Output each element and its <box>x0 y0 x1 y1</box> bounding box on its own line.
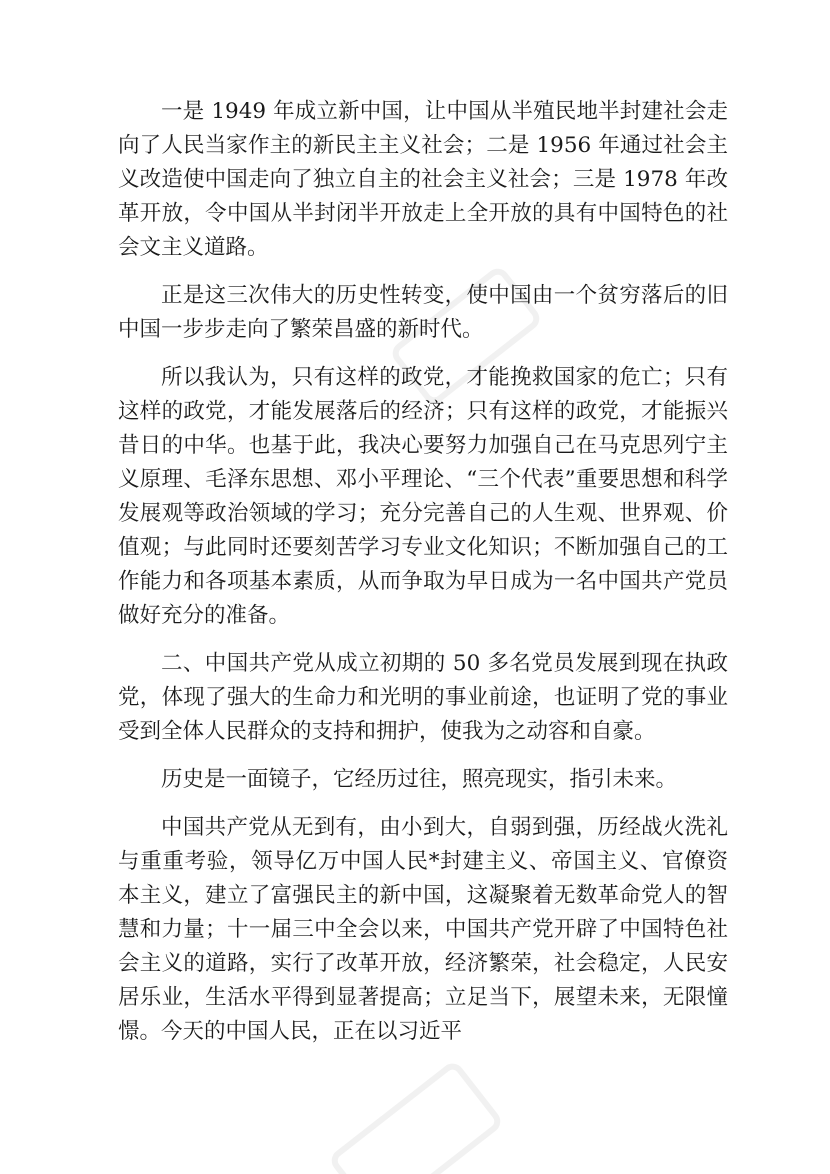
paragraph: 中国共产党从无到有，由小到大，自弱到强，历经战火洗礼与重重考验，领导亿万中国人民*封建主义、帝国主义、官僚资本主义，建立了富强民主的新中国，这凝聚着无数革命党人的智慧和力量；十一届三中全会以来，中国共产党开辟了中国特色社会主义的道路，实行了改革开放，经济繁荣，社会稳定，人民安居乐业，生活水平得到显著提高；立足当下，展望未来，无限憧憬。今天的中国人民，正在以习近平 <box>118 815 728 1044</box>
document-body <box>118 95 728 1063</box>
paragraph: 正是这三次伟大的历史性转变，使中国由一个贫穷落后的旧中国一步步走向了繁荣昌盛的新时代。 <box>118 283 728 342</box>
paragraph: 二、中国共产党从成立初期的 50 多名党员发展到现在执政党，体现了强大的生命力和光明的事业前途，也证明了党的事业受到全体人民群众的支持和拥护，使我为之动容和自豪。 <box>118 651 728 744</box>
watermark-stamp <box>327 1059 505 1174</box>
paragraph: 一是 1949 年成立新中国，让中国从半殖民地半封建社会走向了人民当家作主的新民主主义社会；二是 1956 年通过社会主义改造使中国走向了独立自主的社会主义社会；三是 1978 年改革开放，令中国从半封闭半开放走上全开放的具有中国特色的社会文主义道路。 <box>118 99 728 260</box>
paragraph: 所以我认为，只有这样的政党，才能挽救国家的危亡；只有这样的政党，才能发展落后的经济；只有这样的政党，才能振兴昔日的中华。也基于此，我决心要努力加强自己在马克思列宁主义原理、毛泽东思想、邓小平理论、“三个代表”重要思想和科学发展观等政治领域的学习；充分完善自己的人生观、世界观、价值观；与此同时还要刻苦学习专业文化知识；不断加强自己的工作能力和各项基本素质，从而争取为早日成为一名中国共产党员做好充分的准备。 <box>118 365 728 628</box>
paragraph: 历史是一面镜子，它经历过往，照亮现实，指引未来。 <box>161 767 678 792</box>
